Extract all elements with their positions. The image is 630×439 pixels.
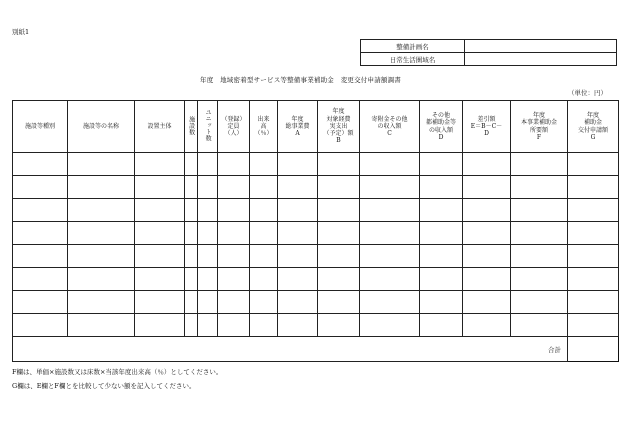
table-cell[interactable] bbox=[68, 245, 135, 268]
table-cell[interactable] bbox=[420, 222, 463, 245]
table-cell[interactable] bbox=[511, 314, 568, 337]
table-cell[interactable] bbox=[185, 199, 198, 222]
table-cell[interactable] bbox=[568, 176, 619, 199]
table-cell[interactable] bbox=[420, 199, 463, 222]
table-cell[interactable] bbox=[360, 176, 420, 199]
table-cell[interactable] bbox=[568, 314, 619, 337]
table-cell[interactable] bbox=[198, 314, 218, 337]
table-cell[interactable] bbox=[13, 199, 68, 222]
table-cell[interactable] bbox=[278, 176, 318, 199]
table-cell[interactable] bbox=[185, 222, 198, 245]
table-cell[interactable] bbox=[68, 222, 135, 245]
table-cell[interactable] bbox=[420, 268, 463, 291]
table-cell[interactable] bbox=[250, 268, 278, 291]
col-difference-e: 差引額 E＝B－C－ D bbox=[463, 101, 511, 153]
area-name-value[interactable] bbox=[465, 53, 617, 66]
area-name-row bbox=[361, 53, 617, 66]
table-row bbox=[13, 314, 619, 337]
table-cell[interactable] bbox=[250, 199, 278, 222]
col-operator: 設置主体 bbox=[135, 101, 185, 153]
table-cell[interactable] bbox=[568, 222, 619, 245]
table-cell[interactable] bbox=[218, 314, 250, 337]
table-cell[interactable] bbox=[568, 245, 619, 268]
table-cell[interactable] bbox=[68, 176, 135, 199]
table-cell[interactable] bbox=[420, 245, 463, 268]
table-cell[interactable] bbox=[218, 291, 250, 314]
table-cell[interactable] bbox=[135, 314, 185, 337]
col-facility-type: 施設等種別 bbox=[13, 101, 68, 153]
table-cell[interactable] bbox=[13, 153, 68, 176]
table-cell[interactable] bbox=[463, 314, 511, 337]
table-cell[interactable] bbox=[360, 199, 420, 222]
plan-info-box bbox=[360, 39, 617, 66]
table-cell[interactable] bbox=[278, 268, 318, 291]
total-label: 合計 bbox=[13, 337, 568, 362]
col-facility-count: 施設数 bbox=[185, 101, 198, 153]
table-cell[interactable] bbox=[13, 245, 68, 268]
table-cell[interactable] bbox=[318, 222, 360, 245]
col-facility-name: 施設等の名称 bbox=[68, 101, 135, 153]
table-cell[interactable] bbox=[463, 245, 511, 268]
total-value[interactable] bbox=[568, 337, 619, 362]
table-cell[interactable] bbox=[420, 176, 463, 199]
table-cell[interactable] bbox=[13, 291, 68, 314]
table-cell[interactable] bbox=[218, 245, 250, 268]
table-cell[interactable] bbox=[463, 268, 511, 291]
table-cell[interactable] bbox=[511, 222, 568, 245]
table-cell[interactable] bbox=[13, 314, 68, 337]
plan-name-row bbox=[361, 40, 617, 53]
col-donation-c: 寄附金その他 の収入額 C bbox=[360, 101, 420, 153]
table-cell[interactable] bbox=[360, 245, 420, 268]
table-cell[interactable] bbox=[250, 291, 278, 314]
table-cell[interactable] bbox=[185, 176, 198, 199]
table-cell[interactable] bbox=[278, 153, 318, 176]
table-row bbox=[13, 268, 619, 291]
table-cell[interactable] bbox=[463, 153, 511, 176]
table-cell[interactable] bbox=[185, 153, 198, 176]
table-cell[interactable] bbox=[318, 314, 360, 337]
note-g-column: G欄は、E欄とF欄とを比較して少ない額を記入してください。 bbox=[12, 382, 196, 390]
table-cell[interactable] bbox=[360, 314, 420, 337]
table-cell[interactable] bbox=[511, 176, 568, 199]
table-cell[interactable] bbox=[511, 268, 568, 291]
table-cell[interactable] bbox=[463, 176, 511, 199]
table-cell[interactable] bbox=[13, 176, 68, 199]
application-table bbox=[12, 100, 619, 362]
table-cell[interactable] bbox=[318, 291, 360, 314]
table-cell[interactable] bbox=[250, 153, 278, 176]
total-row bbox=[13, 337, 619, 362]
table-cell[interactable] bbox=[511, 291, 568, 314]
table-cell[interactable] bbox=[68, 153, 135, 176]
table-cell[interactable] bbox=[198, 199, 218, 222]
table-cell[interactable] bbox=[278, 222, 318, 245]
table-cell[interactable] bbox=[511, 245, 568, 268]
col-eligible-cost-b: 年度 対象経費 実支出 （予定）額 B bbox=[318, 101, 360, 153]
table-cell[interactable] bbox=[463, 222, 511, 245]
table-cell[interactable] bbox=[218, 268, 250, 291]
table-cell[interactable] bbox=[318, 245, 360, 268]
table-cell[interactable] bbox=[360, 291, 420, 314]
table-cell[interactable] bbox=[68, 314, 135, 337]
table-cell[interactable] bbox=[360, 222, 420, 245]
col-application-g: 年度 補助金 交付申請額 G bbox=[568, 101, 619, 153]
table-cell[interactable] bbox=[185, 268, 198, 291]
table-cell[interactable] bbox=[218, 176, 250, 199]
table-cell[interactable] bbox=[318, 153, 360, 176]
table-cell[interactable] bbox=[68, 199, 135, 222]
table-cell[interactable] bbox=[218, 153, 250, 176]
document-label: 別紙1 bbox=[12, 28, 30, 36]
table-cell[interactable] bbox=[68, 291, 135, 314]
table-cell[interactable] bbox=[463, 291, 511, 314]
col-unit-count: ユニット数 bbox=[198, 101, 218, 153]
table-cell[interactable] bbox=[185, 245, 198, 268]
table-row bbox=[13, 245, 619, 268]
table-cell[interactable] bbox=[568, 268, 619, 291]
table-cell[interactable] bbox=[318, 176, 360, 199]
table-cell[interactable] bbox=[568, 153, 619, 176]
table-row bbox=[13, 291, 619, 314]
table-cell[interactable] bbox=[360, 268, 420, 291]
table-cell[interactable] bbox=[68, 268, 135, 291]
table-cell[interactable] bbox=[185, 314, 198, 337]
table-cell[interactable] bbox=[278, 199, 318, 222]
table-cell[interactable] bbox=[278, 291, 318, 314]
plan-name-label: 整備計画名 bbox=[361, 40, 465, 53]
table-cell[interactable] bbox=[463, 199, 511, 222]
table-cell[interactable] bbox=[511, 153, 568, 176]
table-cell[interactable] bbox=[420, 291, 463, 314]
table-cell[interactable] bbox=[511, 199, 568, 222]
table-cell[interactable] bbox=[568, 291, 619, 314]
table-cell[interactable] bbox=[218, 222, 250, 245]
table-cell[interactable] bbox=[135, 268, 185, 291]
note-f-column: F欄は、単価×施設数又は床数×当該年度出来高（％）としてください。 bbox=[12, 368, 223, 376]
table-cell[interactable] bbox=[318, 199, 360, 222]
table-cell[interactable] bbox=[135, 199, 185, 222]
plan-name-value[interactable] bbox=[465, 40, 617, 53]
table-cell[interactable] bbox=[198, 268, 218, 291]
table-body bbox=[13, 153, 619, 337]
table-cell[interactable] bbox=[318, 268, 360, 291]
table-cell[interactable] bbox=[198, 176, 218, 199]
table-cell[interactable] bbox=[135, 245, 185, 268]
col-total-cost-a: 年度 総事業費 A bbox=[278, 101, 318, 153]
table-cell[interactable] bbox=[135, 176, 185, 199]
unit-note: （単位：円） bbox=[568, 89, 607, 97]
table-cell[interactable] bbox=[198, 245, 218, 268]
table-cell[interactable] bbox=[135, 153, 185, 176]
table-cell[interactable] bbox=[13, 222, 68, 245]
col-progress: 出来 高 （％） bbox=[250, 101, 278, 153]
area-name-label: 日常生活圏域名 bbox=[361, 53, 465, 66]
table-cell[interactable] bbox=[278, 245, 318, 268]
header-row bbox=[13, 101, 619, 153]
table-row bbox=[13, 176, 619, 199]
table-cell[interactable] bbox=[13, 268, 68, 291]
table-row bbox=[13, 199, 619, 222]
table-cell[interactable] bbox=[420, 153, 463, 176]
col-other-subsidy-d: その他 都補助金等 の収入額 D bbox=[420, 101, 463, 153]
col-required-f: 年度 本事業補助金 所要額 F bbox=[511, 101, 568, 153]
table-cell[interactable] bbox=[250, 314, 278, 337]
document-title: 年度 地域密着型サービス等整備事業補助金 変更交付申請額調書 bbox=[200, 76, 401, 84]
table-cell[interactable] bbox=[420, 314, 463, 337]
table-cell[interactable] bbox=[198, 291, 218, 314]
table-cell[interactable] bbox=[135, 222, 185, 245]
table-cell[interactable] bbox=[250, 222, 278, 245]
table-cell[interactable] bbox=[250, 176, 278, 199]
table-row bbox=[13, 222, 619, 245]
table-cell[interactable] bbox=[250, 245, 278, 268]
table-cell[interactable] bbox=[185, 291, 198, 314]
table-cell[interactable] bbox=[198, 222, 218, 245]
table-cell[interactable] bbox=[568, 199, 619, 222]
table-cell[interactable] bbox=[135, 291, 185, 314]
table-cell[interactable] bbox=[360, 153, 420, 176]
table-cell[interactable] bbox=[278, 314, 318, 337]
col-capacity: （登録） 定員 （人） bbox=[218, 101, 250, 153]
table-row bbox=[13, 153, 619, 176]
table-cell[interactable] bbox=[198, 153, 218, 176]
table-cell[interactable] bbox=[218, 199, 250, 222]
